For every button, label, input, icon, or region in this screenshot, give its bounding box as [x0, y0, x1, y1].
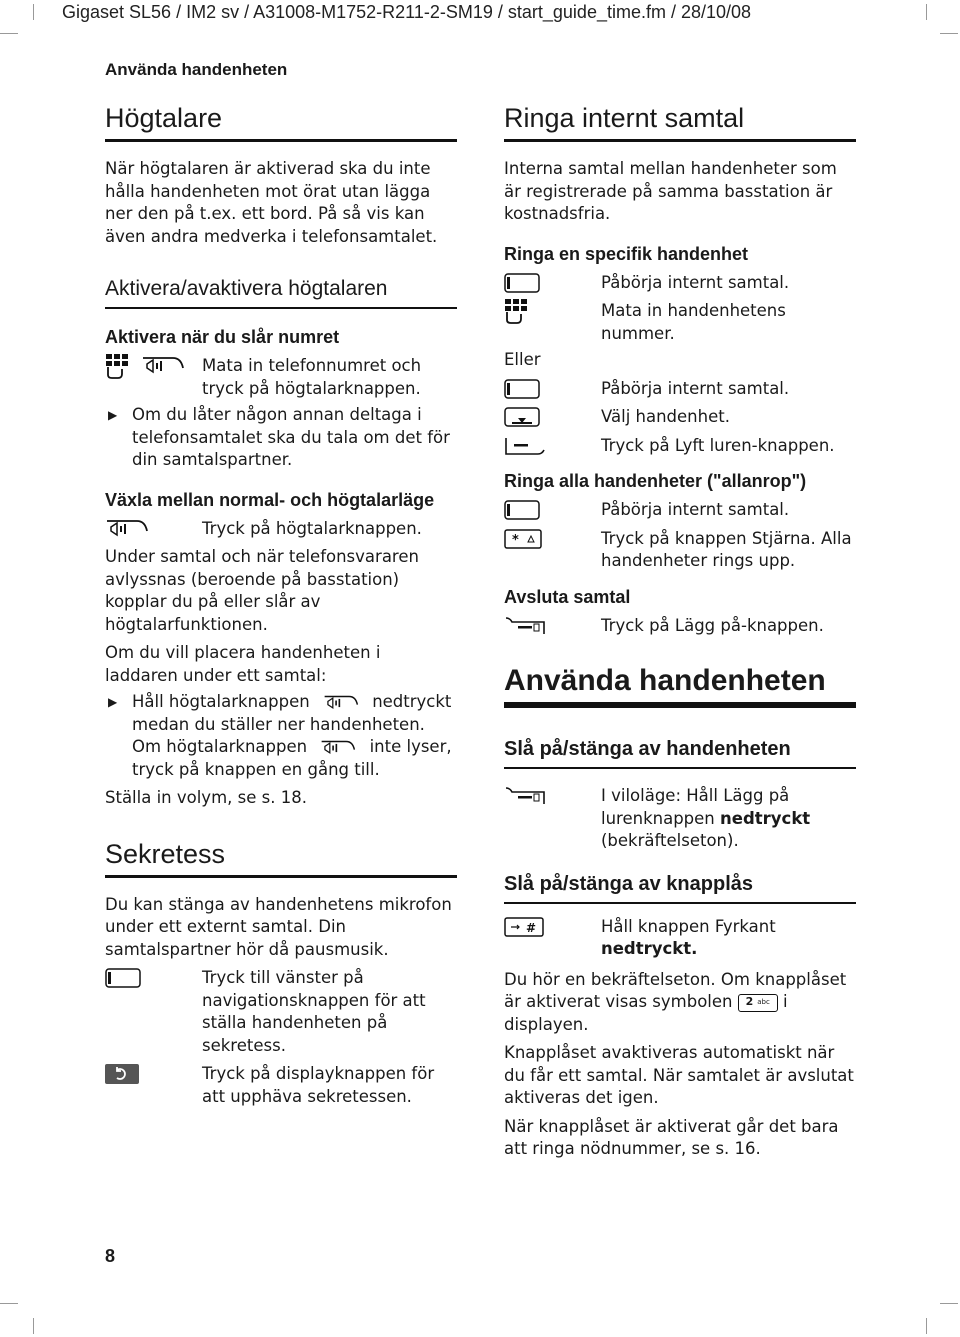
paragraph-under-samtal: Under samtal och när telefonsvararen avlyssnas (beroende på basstation) kopplar du på eller slår av högtalarfunktionen. — [105, 547, 419, 634]
instruction-text: Tryck på knappen Stjärna. Alla handenheter rings upp. — [601, 528, 852, 570]
bullet-text-part: Håll högtalarknappen — [132, 692, 310, 711]
left-column — [105, 100, 457, 1108]
instruction-row — [504, 785, 856, 853]
instruction-text — [601, 916, 856, 961]
back-arrow-icon — [105, 1064, 139, 1084]
intercom-key-icon — [504, 500, 540, 520]
page-number: 8 — [105, 1246, 116, 1266]
section-label: Använda handenheten — [105, 60, 288, 79]
crop-mark — [0, 33, 18, 34]
crop-mark — [33, 1318, 34, 1334]
instruction-row — [504, 435, 856, 458]
icon-group — [105, 518, 202, 540]
instruction-text: Tryck till vänster på navigationsknappen för att ställa handenheten på sekretess. — [202, 968, 426, 1055]
heading-hogtalare: Högtalare — [105, 100, 457, 142]
bullet-text: Om du låter någon annan deltaga i telefonsamtalet ska du tala om det för din samtalspartner. — [132, 405, 450, 469]
nav-down-icon — [504, 407, 540, 427]
speaker-key-icon — [319, 694, 363, 712]
icon-group — [504, 300, 601, 322]
label-eller: Eller — [504, 350, 541, 369]
instruction-row — [504, 916, 856, 961]
paragraph-bekraftelseton — [504, 969, 856, 1037]
intercom-key-icon — [504, 273, 540, 293]
crop-mark — [926, 4, 927, 20]
instruction-row — [504, 528, 856, 573]
bullet-text-part: nedtryckt medan du ställer ner handenheten. Om högtalarknappen — [132, 692, 452, 756]
svg-text:#: # — [526, 920, 537, 935]
crop-mark — [33, 4, 34, 20]
paragraph-sekretess-intro: Du kan stänga av handenhetens mikrofon under ett externt samtal. Din samtalspartner hör då pausmusik. — [105, 894, 452, 959]
paragraph-placera-i-laddaren: Om du vill placera handenheten i laddaren under ett samtal: — [105, 643, 381, 685]
instruction-row — [504, 615, 856, 638]
speaker-key-icon — [316, 739, 360, 757]
nav-left-icon — [105, 968, 141, 988]
speaker-key-icon — [141, 355, 185, 377]
paragraph-ringa-intro: Interna samtal mellan handenheter som är registrerade på samma basstation är kostnadsfria. — [504, 159, 837, 223]
heading-aktivera-avaktivera: Aktivera/avaktivera högtalaren — [105, 274, 457, 309]
keypad-icon — [105, 353, 131, 379]
instruction-text: Tryck på högtalarknappen. — [202, 518, 422, 538]
paragraph-part: i displayen. — [504, 992, 788, 1034]
icon-group — [504, 916, 601, 938]
bullet-item — [105, 691, 457, 781]
instruction-text-bold: nedtryckt. — [601, 939, 698, 958]
instruction-text: Tryck på Lyft luren-knappen. — [601, 435, 835, 455]
icon-group — [105, 355, 202, 377]
subheading-vaxla-lage: Växla mellan normal- och högtalarläge — [105, 489, 435, 510]
heading-knapplas: Slå på/stänga av knapplås — [504, 869, 856, 904]
instruction-row — [504, 300, 856, 345]
instruction-row — [504, 378, 856, 401]
instruction-row — [504, 272, 856, 295]
end-call-key-icon — [504, 616, 546, 636]
file-header: Gigaset SL56 / IM2 sv / A31008-M1752-R211-2-SM19 / start_guide_time.fm / 28/10/08 — [62, 2, 752, 22]
crop-mark — [940, 33, 958, 34]
bullet-triangle-icon: ▶ — [108, 695, 118, 709]
key-2-digit: 2 — [745, 995, 754, 1009]
end-call-key-icon — [504, 786, 546, 806]
key-2-symbol — [738, 994, 778, 1012]
instruction-text: Tryck på displayknappen för att upphäva sekretessen. — [202, 1064, 435, 1106]
crop-mark — [0, 1303, 18, 1304]
instruction-text: Välj handenhet. — [601, 407, 730, 426]
icon-group — [504, 272, 601, 294]
instruction-row — [105, 518, 457, 541]
instruction-row — [105, 967, 457, 1057]
heading-sla-pa-handenheten: Slå på/stänga av handenheten — [504, 734, 856, 769]
subheading-ringa-specifik: Ringa en specifik handenhet — [504, 243, 749, 264]
bullet-text — [132, 691, 457, 781]
instruction-row — [504, 499, 856, 522]
icon-group — [504, 528, 601, 550]
instruction-text: Påbörja internt samtal. — [601, 500, 790, 519]
instruction-text: Påbörja internt samtal. — [601, 378, 790, 398]
bullet-triangle-icon: ▶ — [108, 408, 118, 422]
icon-group — [105, 967, 202, 989]
key-2-letters: abc — [757, 998, 770, 1007]
heading-anvanda-handenheten: Använda handenheten — [504, 663, 856, 708]
icon-group — [504, 406, 601, 428]
paragraph-avaktiveras-automatiskt: Knapplåset avaktiveras automatiskt när du får ett samtal. När samtalet är avslutat aktiveras det igen. — [504, 1043, 854, 1107]
right-column — [504, 100, 856, 1161]
icon-group — [105, 1063, 202, 1085]
subheading-aktivera-nar-du-slar: Aktivera när du slår numret — [105, 327, 340, 347]
instruction-text: Tryck på Lägg på-knappen. — [601, 615, 824, 635]
bullet-text-part: inte lyser, tryck på knappen en gång till. — [132, 737, 452, 779]
heading-ringa-internt: Ringa internt samtal — [504, 100, 856, 142]
speaker-key-icon — [105, 518, 149, 540]
instruction-text-bold: nedtryckt — [720, 808, 811, 828]
intercom-key-icon — [504, 379, 540, 399]
paragraph-stalla-in-volym: Ställa in volym, se s. 18. — [105, 788, 307, 807]
instruction-row — [105, 355, 457, 400]
subheading-avsluta-samtal: Avsluta samtal — [504, 586, 631, 607]
keypad-icon — [504, 298, 530, 324]
instruction-row — [504, 406, 856, 429]
instruction-text: Påbörja internt samtal. — [601, 272, 790, 292]
svg-text:*: * — [512, 532, 519, 548]
instruction-text: Mata in handenhetens nummer. — [601, 301, 786, 343]
paragraph-nodnummer: När knapplåset är aktiverat går det bara att ringa nödnummer, se s. 16. — [504, 1116, 839, 1158]
hash-key-icon — [504, 917, 544, 937]
talk-key-icon — [504, 436, 546, 456]
heading-sekretess: Sekretess — [105, 836, 457, 878]
crop-mark — [926, 1318, 927, 1334]
subheading-ringa-alla: Ringa alla handenheter ("allanrop") — [504, 471, 807, 491]
instruction-row — [105, 1063, 457, 1108]
crop-mark — [940, 1303, 958, 1304]
instruction-text — [601, 785, 856, 853]
icon-group — [504, 378, 601, 400]
instruction-text: Mata in telefonnumret och tryck på högtalarknappen. — [202, 356, 422, 398]
instruction-text-part: I viloläge: Håll Lägg på lurenknappen — [601, 786, 790, 828]
instruction-text-part: Håll knappen Fyrkant — [601, 916, 776, 936]
icon-group — [504, 615, 601, 637]
bullet-item — [105, 404, 457, 472]
icon-group — [504, 785, 601, 807]
paragraph-hogtalare-intro: När högtalaren är aktiverad ska du inte hålla handenheten mot örat utan lägga ner den på t.ex. ett bord. På så vis kan även andra medverka i telefonsamtalet. — [105, 159, 438, 246]
instruction-text-part: (bekräftelseton). — [601, 831, 739, 850]
paragraph-part: Du hör en bekräftelseton. Om knapplåset är aktiverat visas symbolen — [504, 969, 847, 1011]
icon-group — [504, 499, 601, 521]
star-key-icon — [504, 529, 542, 549]
icon-group — [504, 435, 601, 457]
